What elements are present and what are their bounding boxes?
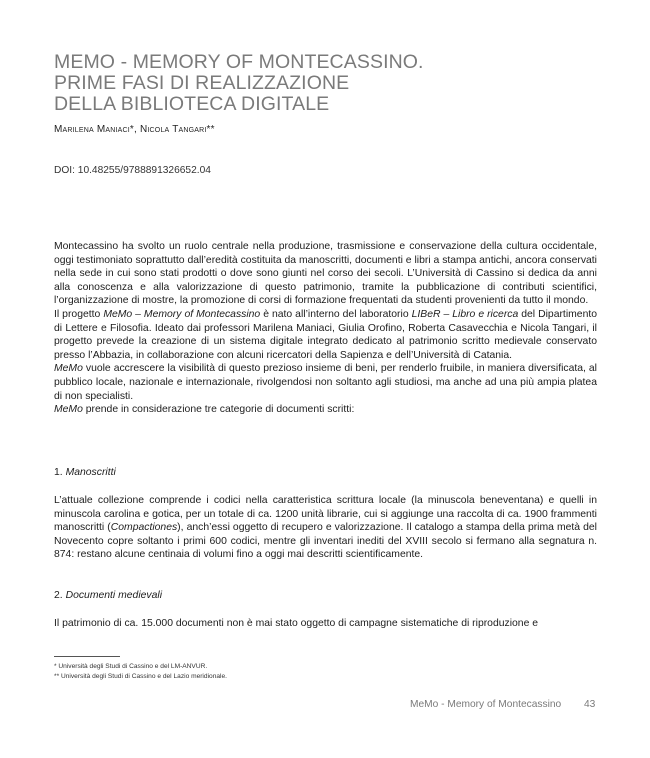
intro-paragraph-2 (54, 308, 597, 362)
section-title: Manoscritti (65, 467, 116, 478)
intro-paragraph-1: Montecassino ha svolto un ruolo centrale nella produzione, trasmissione e conservazione della cultura occidentale, oggi testimoniato soprattutto dall’eredità costituita da manoscritti, documenti e libri a stampa antichi, ancora conservati nella sede in cui sono stati prodotti o dove sono giunti nel corso dei secoli. L’Università di Cassino si dedica da anni alla conoscenza e alla valorizzazione di questo patrimonio, tramite la pubblicazione di contributi scientifici, l’organizzazione di mostre, la promozione di corsi di formazione frequentati da studenti provenienti da tutto il mondo. (54, 241, 597, 307)
footnote-divider (54, 656, 120, 657)
article-title (54, 52, 614, 115)
project-name: MeMo (54, 404, 83, 416)
section-heading-manoscritti (54, 467, 116, 478)
text-run: è nato all’interno del laboratorio (260, 308, 412, 320)
lab-name: LIBeR – Libro e ricerca (411, 308, 519, 320)
title-line-1: MEMO - MEMORY OF MONTECASSINO. (54, 51, 424, 73)
section-body-documenti (54, 617, 597, 631)
footnote-1: * Università degli Studi di Cassino e del LM-ANVUR. (54, 663, 208, 670)
page-number: 43 (584, 699, 596, 710)
doi: DOI: 10.48255/9788891326652.04 (54, 165, 211, 176)
running-title: MeMo - Memory of Montecassino (410, 699, 562, 710)
title-line-2: PRIME FASI DI REALIZZAZIONE (54, 72, 350, 94)
text-run: del Dipartimento di Lettere e Filosofia. Ideato dai professori Marilena Maniaci, Giulia Orofino, Roberta Casavecchia e Nicola Tangari, il progetto prevede la creazione di un sistema digitale integrato dedicato al patrimonio scritto medievale conservato presso l’Abbazia, in collaborazione con alcuni ricercatori della Sapienza e dell’Università di Catania. (54, 308, 598, 361)
intro-paragraph-4 (54, 403, 597, 417)
text-run: vuole accrescere la visibilità di questo prezioso insieme di beni, per renderlo fruibile, in maniera diversificata, al pubblico locale, nazionale e internazionale, rivolgendosi non soltanto agli studiosi, ma anche ad una più ampia platea di non specialisti. (54, 363, 597, 402)
project-name: MeMo – Memory of Montecassino (103, 308, 261, 320)
project-name: MeMo (54, 363, 83, 375)
compactiones-term: Compactiones (110, 522, 178, 534)
intro-section (54, 240, 597, 417)
section-body-manoscritti (54, 494, 597, 562)
footnotes (54, 662, 227, 682)
text-run: prende in considerazione tre categorie di documenti scritti: (82, 404, 355, 416)
authors-line: Marilena Maniaci*, Nicola Tangari** (54, 124, 215, 135)
section-title: Documenti medievali (65, 590, 163, 601)
paragraph: Il patrimonio di ca. 15.000 documenti non è mai stato oggetto di campagne sistematiche di riproduzione e (54, 618, 539, 629)
section-number: 2. (54, 590, 66, 601)
title-line-3: DELLA BIBLIOTECA DIGITALE (54, 93, 330, 115)
section-heading-documenti (54, 590, 162, 601)
text-run: L’attuale collezione comprende i codici nella caratteristica scrittura locale (la minuscola beneventana) e quelli in minuscola carolina e gotica, per un totale di ca. 1200 unità librarie, cui si aggiunge una raccolta di ca. 1900 frammenti manoscritti ( (54, 495, 597, 534)
text-run: ), anch’essi oggetto di recupero e valorizzazione. Il catalogo a stampa della prima metà del Novecento copre soltanto i primi 600 codici, mentre gli inventari inediti del XVIII secolo si fermano alla segnatura n. 874: restano alcune centinaia di volumi fino a oggi mai descritti scientificamente. (54, 522, 597, 561)
intro-paragraph-3 (54, 362, 597, 403)
paragraph (54, 494, 597, 562)
section-number: 1. (54, 467, 66, 478)
footnote-2: ** Università degli Studi di Cassino e del Lazio meridionale. (54, 673, 227, 680)
text-run: Il progetto (54, 308, 104, 320)
